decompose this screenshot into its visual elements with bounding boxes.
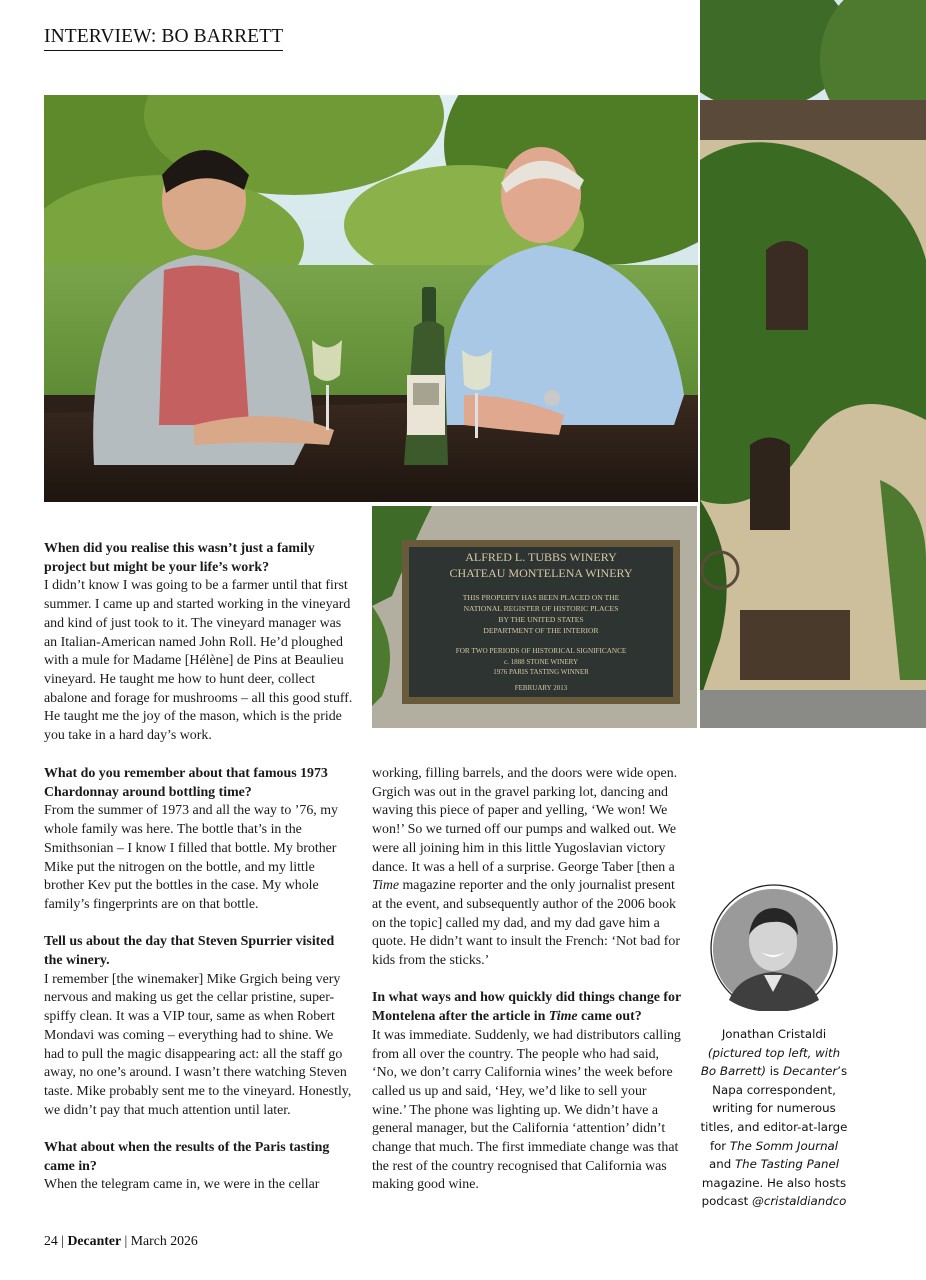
question-4: What about when the results of the Paris tasting came in? — [44, 1140, 330, 1174]
question-3: Tell us about the day that Steven Spurrier visited the winery. — [44, 934, 335, 969]
answer-1: I didn’t know I was going to be a farmer until that first summer. I came up and started working in the vineyard and kind of just took to it. The vineyard manager was an Italian-American named John Roll. He’d ploughed with a mule for Madame [Hélène] de Pins at Beaulieu vineyard. He taught me how to hunt deer, collect abalone and forage for mushrooms – all this good stuff. He taught me the joy of the mason, which is the pride you take in a hard day’s work. — [44, 578, 353, 744]
article-column-1-upper — [44, 540, 355, 746]
author-portrait-photo — [709, 880, 840, 1011]
plaque-line-1: ALFRED L. TUBBS WINERY — [465, 550, 617, 564]
question-2: What do you remember about that famous 1973 Chardonnay around bottling time? — [44, 766, 328, 800]
magazine-name: Decanter — [67, 1233, 122, 1248]
plaque-line-3: THIS PROPERTY HAS BEEN PLACED ON THE — [462, 593, 620, 602]
page-number: 24 — [44, 1233, 58, 1248]
two-men-with-wine-bottle-photo — [44, 95, 698, 502]
ivy-covered-stone-winery-photo — [700, 0, 926, 728]
section-title: INTERVIEW: BO BARRETT — [44, 26, 283, 51]
plaque-line-4: NATIONAL REGISTER OF HISTORIC PLACES — [463, 604, 619, 613]
plaque-line-10: FEBRUARY 2013 — [514, 684, 568, 692]
article-column-1-lower — [44, 765, 355, 1195]
issue-date: March 2026 — [130, 1233, 198, 1248]
question-5: In what ways and how quickly did things change for Montelena after the article in Time came out? — [372, 990, 681, 1025]
answer-4-start: When the telegram came in, we were in the cellar — [44, 1177, 320, 1193]
answer-2: From the summer of 1973 and all the way to ’76, my whole family was here. The bottle that’s in the Smithsonian – I know I filled that bottle. My brother Mike put the nitrogen on the bottle, and my little brother Kev put the bottles in the case. My whole family’s fingerprints are on that bottle. — [44, 803, 338, 912]
winery-plaque-photo — [372, 506, 697, 728]
plaque-line-6: DEPARTMENT OF THE INTERIOR — [483, 626, 599, 635]
author-caption: Jonathan Cristaldi (pictured top left, with Bo Barrett) is Decanter’s Napa correspondent, writing for numerous titles, and editor-at-large for The Somm Journal and The Tasting Panel magazine. He also hosts podcast @cristaldiandco — [700, 1027, 848, 1209]
answer-4-continued: working, filling barrels, and the doors were wide open. Grgich was out in the gravel parking lot, dancing and waving this piece of paper and yelling, ‘We won! We won!’ So we turned off our pumps and walked out. We were all joining him in this little Yugoslavian victory dance. It was a hell of a surprise. George Taber [then a Time magazine reporter and the only journalist present at the event, and subsequently author of the 2006 book on the topic] called my dad, and my dad gave him a quote. He didn’t want to insult the French: ‘Not bad for kids from the sticks.’ — [372, 766, 680, 969]
plaque-line-7: FOR TWO PERIODS OF HISTORICAL SIGNIFICANCE — [455, 647, 627, 655]
author-name: Jonathan Cristaldi — [721, 1027, 827, 1041]
plaque-line-9: 1976 PARIS TASTING WINNER — [493, 668, 589, 676]
plaque-line-5: BY THE UNITED STATES — [498, 615, 584, 624]
plaque-line-8: c. 1888 STONE WINERY — [503, 658, 579, 666]
answer-3: I remember [the winemaker] Mike Grgich being very nervous and making us get the cellar pristine, super-spiffy clean. It was a VIP tour, same as when Robert Mondavi was coming – everything had to shine. We had to pull the magic disappearing act: all the staff go away, no one’s around. I wasn’t there watching Steven taste. Mike probably sent me to the vineyard. Honestly, we didn’t pay that much attention until later. — [44, 971, 352, 1118]
question-1: When did you realise this wasn’t just a family project but might be your life’s work? — [44, 541, 315, 575]
page-footer: 24 | Decanter | March 2026 — [44, 1233, 198, 1248]
answer-5: It was immediate. Suddenly, we had distributors calling from all over the country. The people who had said, ‘No, we don’t carry California wines’ the week before called us up and said, ‘Hey, we’d like to sell your wine.’ The phone was lighting up. We didn’t have a general manager, but the California ‘attention’ didn’t change that much. The first immediate change was that the rest of the country recognised that California was making good wine. — [372, 1027, 681, 1193]
article-column-2 — [372, 765, 683, 1195]
plaque-line-2: CHATEAU MONTELENA WINERY — [449, 566, 633, 580]
